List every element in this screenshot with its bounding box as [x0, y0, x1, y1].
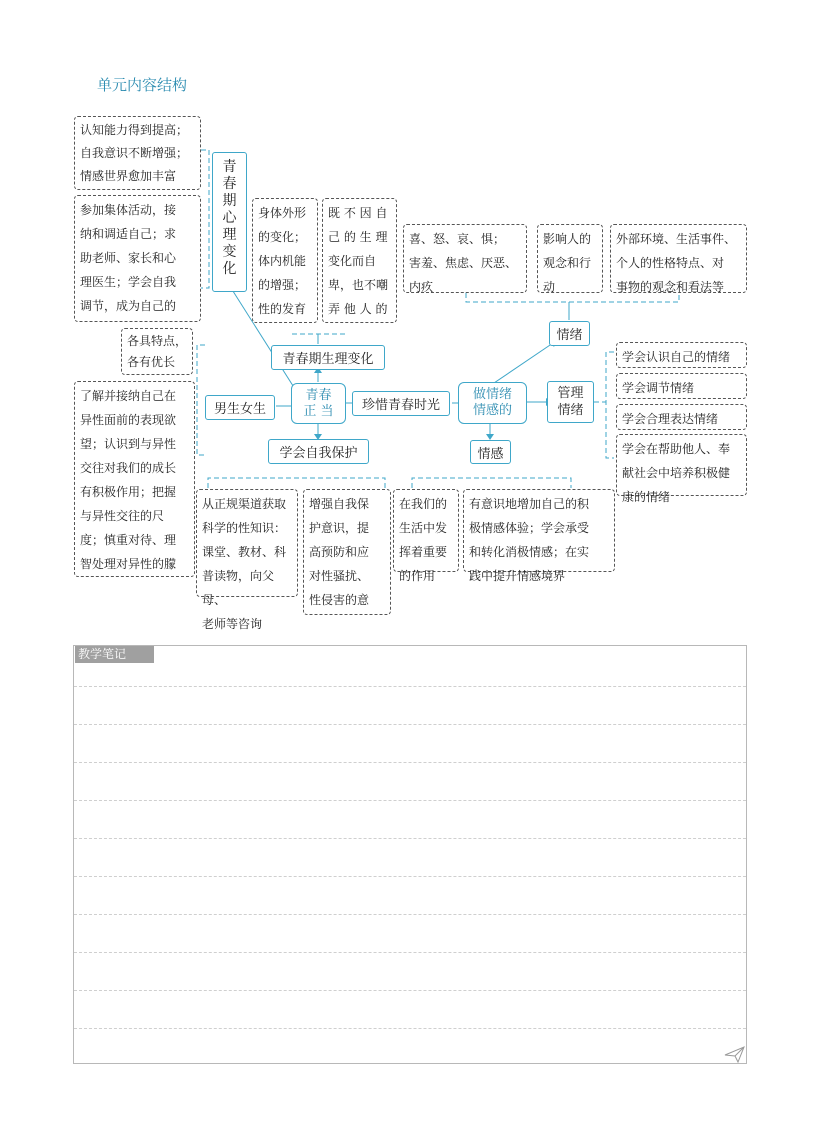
attitude-box — [322, 198, 397, 323]
box-line: 参加集体活动，接 — [80, 203, 177, 217]
note-rule — [74, 724, 746, 725]
manage-item: 学会合理表达情绪 — [616, 404, 747, 430]
note-rule — [74, 1028, 746, 1029]
box-line: 动 — [543, 280, 556, 294]
box-line: 身体外形 — [258, 206, 307, 220]
box-line: 认知能力得到提高； — [80, 123, 189, 137]
box-line: 各具特点， — [127, 334, 188, 348]
manage-emotion-node — [547, 381, 594, 423]
self-protection-node: 学会自我保护 — [268, 439, 369, 464]
teaching-notes-area[interactable] — [73, 645, 747, 1064]
box-line: 既 不 因 自 — [328, 206, 388, 220]
node-line: 情绪 — [557, 403, 584, 418]
box-line: 影响人的 — [543, 232, 592, 246]
box-line: 情感世界愈加丰富 — [80, 169, 177, 183]
box-line: 生活中发 — [399, 521, 448, 535]
box-line: 的变化； — [258, 230, 307, 244]
unit-structure-title: 单元内容结构 — [97, 76, 188, 94]
emotion-factors-box — [610, 224, 747, 293]
box-line: 康的情绪 — [622, 490, 671, 504]
center-line: 情感的 — [472, 403, 512, 418]
box-line: 了解并接纳自己在 — [80, 389, 177, 403]
note-rule — [74, 952, 746, 953]
paper-plane-icon — [724, 1045, 746, 1063]
box-line: 弄 他 人 的 — [328, 302, 388, 316]
positive-feeling-box — [463, 489, 615, 583]
emotion-types-box — [403, 224, 527, 293]
manage-item-long — [616, 434, 747, 504]
youth-center-node — [291, 383, 346, 424]
box-line: 与异性交往的尺 — [80, 509, 165, 523]
box-line: 交往对我们的成长 — [80, 461, 177, 475]
box-line: 己 的 生 理 — [328, 230, 388, 244]
box-line: 变化而自 — [328, 254, 377, 268]
box-line: 望；认识到与异性 — [80, 437, 177, 451]
body-change-box — [252, 198, 318, 323]
emotion-feeling-node — [458, 382, 527, 424]
opposite-sex-interaction-box — [74, 381, 195, 577]
box-line: 学会在帮助他人、奉 — [622, 442, 731, 456]
box-line: 外部环境、生活事件、 — [616, 232, 737, 246]
box-line: 从正规渠道获取 — [202, 497, 287, 511]
box-line: 性侵害的意 — [309, 593, 370, 607]
note-rule — [74, 876, 746, 877]
box-line: 智处理对异性的朦 — [80, 557, 177, 571]
box-line: 观念和行 — [543, 256, 592, 270]
box-line: 在我们的 — [399, 497, 448, 511]
emotion-node: 情绪 — [549, 321, 590, 346]
box-line: 害羞、焦虑、厌恶、 — [409, 256, 518, 270]
box-line: 极情感体验；学会承受 — [469, 521, 590, 535]
box-line: 有意识地增加自己的积 — [469, 497, 590, 511]
box-line: 喜、怒、哀、惧； — [409, 232, 506, 246]
center-line: 青春 — [305, 387, 332, 403]
cherish-youth-node: 珍惜青春时光 — [352, 391, 450, 416]
sex-knowledge-box — [196, 489, 298, 631]
box-line: 度；慎重对待、理 — [80, 533, 177, 547]
box-line: 卑，也不嘲 — [328, 278, 389, 292]
note-rule — [74, 914, 746, 915]
manage-item: 学会认识自己的情绪 — [616, 342, 747, 368]
box-line: 助老师、家长和心 — [80, 251, 177, 265]
box-line: 各有优长 — [127, 355, 176, 369]
teaching-notes-label: 教学笔记 — [75, 646, 154, 663]
emotion-influence-box — [537, 224, 603, 293]
box-line: 纳和调适自己；求 — [80, 227, 177, 241]
box-line: 献社会中培养积极健 — [622, 466, 731, 480]
boys-girls-node: 男生女生 — [205, 395, 275, 420]
center-line: 做情绪 — [472, 387, 512, 402]
feeling-role-box — [393, 489, 459, 583]
box-line: 增强自我保 — [309, 497, 370, 511]
box-line: 践中提升情感境界 — [469, 569, 566, 583]
box-line: 有积极作用；把握 — [80, 485, 177, 499]
box-line: 科学的性知识： — [202, 521, 287, 535]
box-line: 事物的观念和看法等 — [616, 280, 725, 294]
center-line: 正 当 — [303, 403, 334, 419]
box-line: 异性面前的表现欲 — [80, 413, 177, 427]
box-line: 课堂、教材、科 — [202, 545, 287, 559]
note-rule — [74, 686, 746, 687]
box-line: 挥着重要 — [399, 545, 448, 559]
note-rule — [74, 800, 746, 801]
box-line: 性的发育 — [258, 302, 307, 316]
box-line: 和转化消极情感；在实 — [469, 545, 590, 559]
self-adjustment-box — [74, 195, 201, 322]
note-rule — [74, 838, 746, 839]
feeling-node: 情感 — [470, 440, 511, 464]
box-line: 的作用 — [399, 569, 436, 583]
cognitive-development-box — [74, 116, 201, 190]
manage-item: 学会调节情绪 — [616, 373, 747, 399]
box-line: 内疚 — [409, 280, 434, 294]
note-rule — [74, 762, 746, 763]
box-line: 调节，成为自己的 — [80, 299, 177, 313]
box-line: 自我意识不断增强； — [80, 146, 189, 160]
psych-change-node — [212, 152, 247, 292]
box-line: 老师等咨询 — [202, 617, 263, 631]
box-line: 对性骚扰、 — [309, 569, 370, 583]
box-line: 的增强； — [258, 278, 307, 292]
node-line: 管理 — [557, 386, 584, 401]
note-rule — [74, 990, 746, 991]
psych-change-label: 青春期心理变化 — [222, 159, 237, 277]
box-line: 普读物，向父母、 — [202, 569, 275, 607]
box-line: 个人的性格特点、对 — [616, 256, 725, 270]
box-line: 体内机能 — [258, 254, 307, 268]
protection-awareness-box — [303, 489, 391, 615]
physio-change-node: 青春期生理变化 — [271, 345, 385, 370]
box-line: 高预防和应 — [309, 545, 370, 559]
box-line: 理医生；学会自我 — [80, 275, 177, 289]
unique-traits-box — [121, 328, 193, 375]
box-line: 护意识，提 — [309, 521, 370, 535]
